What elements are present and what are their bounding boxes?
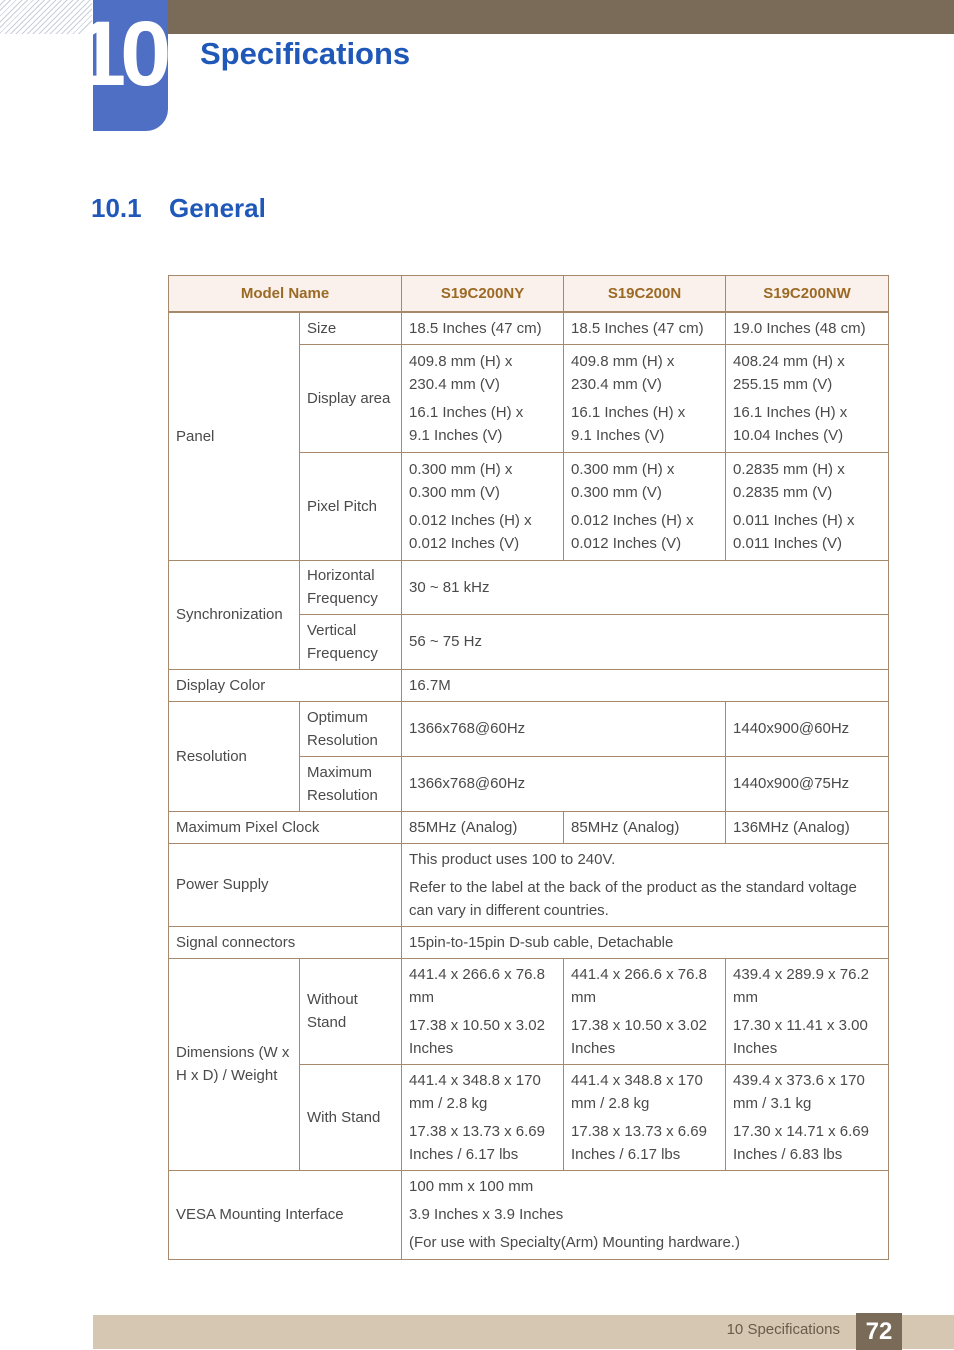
with-stand-n-l2: mm / 2.8 kg bbox=[571, 1094, 650, 1112]
row-label-sync: Synchronization bbox=[169, 560, 300, 669]
vesa-value bbox=[402, 1170, 889, 1259]
vesa-line1: 100 mm x 100 mm bbox=[409, 1178, 534, 1195]
section-name: General bbox=[169, 193, 266, 223]
table-row bbox=[169, 701, 889, 756]
horizontal-frequency-value: 30 ~ 81 kHz bbox=[402, 560, 889, 614]
display-area-nw-l2: 255.15 mm (V) bbox=[733, 375, 833, 393]
display-area-nw-l1: 408.24 mm (H) x bbox=[733, 352, 845, 370]
without-stand-n bbox=[564, 958, 726, 1064]
sublabel-display-area: Display area bbox=[300, 344, 402, 452]
header-model-nw: S19C200NW bbox=[726, 276, 889, 313]
pixel-clock-n: 85MHz (Analog) bbox=[564, 811, 726, 843]
pixel-clock-ny: 85MHz (Analog) bbox=[402, 811, 564, 843]
optimum-resolution-l1: Optimum bbox=[307, 708, 368, 726]
with-stand-ny-l4: Inches / 6.17 lbs bbox=[409, 1145, 519, 1163]
table-row bbox=[169, 312, 889, 344]
with-stand-n bbox=[564, 1064, 726, 1170]
display-area-ny-l3: 16.1 Inches (H) x bbox=[409, 403, 524, 421]
without-stand-n-l3: 17.38 x 10.50 x 3.02 bbox=[571, 1016, 707, 1034]
pixel-pitch-n-l1: 0.300 mm (H) x bbox=[571, 460, 675, 478]
with-stand-ny-l2: mm / 2.8 kg bbox=[409, 1094, 488, 1112]
table-header-row bbox=[169, 276, 889, 313]
header-model-n: S19C200N bbox=[564, 276, 726, 313]
display-area-n-l4: 9.1 Inches (V) bbox=[571, 426, 665, 444]
without-stand-n-l1: 441.4 x 266.6 x 76.8 bbox=[571, 965, 707, 983]
without-stand-nw-l2: mm bbox=[733, 988, 759, 1006]
display-area-ny-l2: 230.4 mm (V) bbox=[409, 375, 500, 393]
vertical-frequency-l1: Vertical bbox=[307, 621, 357, 639]
pixel-pitch-ny-l3: 0.012 Inches (H) x bbox=[409, 511, 532, 529]
sublabel-maximum-resolution bbox=[300, 756, 402, 811]
spec-table bbox=[168, 275, 889, 1260]
power-supply-line3: can vary in different countries. bbox=[409, 901, 609, 919]
pixel-pitch-nw-l3: 0.011 Inches (H) x bbox=[733, 511, 855, 529]
row-label-vesa: VESA Mounting Interface bbox=[169, 1170, 402, 1259]
display-area-nw bbox=[726, 344, 889, 452]
without-stand-ny-l3: 17.38 x 10.50 x 3.02 bbox=[409, 1016, 545, 1034]
without-stand-l1: Without bbox=[307, 991, 358, 1008]
pixel-pitch-nw bbox=[726, 452, 889, 560]
sublabel-pixel-pitch: Pixel Pitch bbox=[300, 452, 402, 560]
section-number: 10.1 bbox=[91, 193, 142, 223]
chapter-number: 10 bbox=[75, 3, 166, 105]
display-area-ny-l4: 9.1 Inches (V) bbox=[409, 426, 503, 444]
without-stand-ny-l1: 441.4 x 266.6 x 76.8 bbox=[409, 965, 545, 983]
row-label-panel: Panel bbox=[169, 312, 300, 560]
vertical-frequency-value: 56 ~ 75 Hz bbox=[402, 614, 889, 669]
dimensions-label-l2: H x D) / Weight bbox=[176, 1067, 278, 1084]
pixel-pitch-ny-l4: 0.012 Inches (V) bbox=[409, 534, 520, 552]
horizontal-frequency-l1: Horizontal bbox=[307, 567, 375, 584]
power-supply-line1: This product uses 100 to 240V. bbox=[409, 850, 616, 868]
power-supply-line2: Refer to the label at the back of the product as the standard voltage bbox=[409, 878, 857, 896]
sublabel-without-stand bbox=[300, 958, 402, 1064]
sublabel-horizontal-frequency bbox=[300, 560, 402, 614]
with-stand-ny bbox=[402, 1064, 564, 1170]
display-color-value: 16.7M bbox=[402, 669, 889, 701]
pixel-pitch-n-l2: 0.300 mm (V) bbox=[571, 483, 662, 501]
size-value-nw: 19.0 Inches (48 cm) bbox=[726, 312, 889, 344]
with-stand-n-l4: Inches / 6.17 lbs bbox=[571, 1145, 681, 1163]
section-title bbox=[91, 193, 266, 224]
table-row bbox=[169, 926, 889, 958]
without-stand-n-l2: mm bbox=[571, 988, 597, 1006]
pixel-pitch-n-l4: 0.012 Inches (V) bbox=[571, 534, 682, 552]
without-stand-nw-l4: Inches bbox=[733, 1039, 778, 1057]
without-stand-l2: Stand bbox=[307, 1014, 347, 1031]
table-row bbox=[169, 843, 889, 926]
without-stand-ny bbox=[402, 958, 564, 1064]
header-bar bbox=[168, 0, 954, 34]
without-stand-n-l4: Inches bbox=[571, 1039, 616, 1057]
header-model-ny: S19C200NY bbox=[402, 276, 564, 313]
row-label-pixel-clock: Maximum Pixel Clock bbox=[169, 811, 402, 843]
pixel-pitch-ny-l1: 0.300 mm (H) x bbox=[409, 460, 513, 478]
sublabel-with-stand: With Stand bbox=[300, 1064, 402, 1170]
row-label-resolution: Resolution bbox=[169, 701, 300, 811]
without-stand-ny-l4: Inches bbox=[409, 1039, 454, 1057]
without-stand-ny-l2: mm bbox=[409, 988, 435, 1006]
chapter-number-box bbox=[75, 0, 168, 131]
chapter-title: Specifications bbox=[200, 36, 411, 71]
with-stand-n-l1: 441.4 x 348.8 x 170 bbox=[571, 1071, 703, 1089]
with-stand-nw-l4: Inches / 6.83 lbs bbox=[733, 1145, 843, 1163]
vesa-line3: (For use with Specialty(Arm) Mounting hardware.) bbox=[409, 1234, 740, 1251]
display-area-n-l1: 409.8 mm (H) x bbox=[571, 352, 675, 370]
row-label-display-color: Display Color bbox=[169, 669, 402, 701]
pixel-clock-nw: 136MHz (Analog) bbox=[726, 811, 889, 843]
with-stand-nw-l1: 439.4 x 373.6 x 170 bbox=[733, 1071, 865, 1089]
display-area-n-l2: 230.4 mm (V) bbox=[571, 375, 662, 393]
maximum-resolution-ny-n: 1366x768@60Hz bbox=[402, 756, 726, 811]
without-stand-nw-l3: 17.30 x 11.41 x 3.00 bbox=[733, 1016, 868, 1034]
optimum-resolution-l2: Resolution bbox=[307, 731, 378, 749]
optimum-resolution-nw: 1440x900@60Hz bbox=[726, 701, 889, 756]
sublabel-vertical-frequency bbox=[300, 614, 402, 669]
sublabel-size: Size bbox=[300, 312, 402, 344]
horizontal-frequency-l2: Frequency bbox=[307, 590, 378, 607]
display-area-n bbox=[564, 344, 726, 452]
row-label-dimensions bbox=[169, 958, 300, 1170]
pixel-pitch-nw-l2: 0.2835 mm (V) bbox=[733, 483, 833, 501]
maximum-resolution-nw: 1440x900@75Hz bbox=[726, 756, 889, 811]
pixel-pitch-nw-l4: 0.011 Inches (V) bbox=[733, 534, 842, 552]
optimum-resolution-ny-n: 1366x768@60Hz bbox=[402, 701, 726, 756]
display-area-n-l3: 16.1 Inches (H) x bbox=[571, 403, 686, 421]
table-row bbox=[169, 669, 889, 701]
vertical-frequency-l2: Frequency bbox=[307, 644, 378, 662]
table-row bbox=[169, 958, 889, 1064]
sublabel-optimum-resolution bbox=[300, 701, 402, 756]
signal-connectors-value: 15pin-to-15pin D-sub cable, Detachable bbox=[402, 926, 889, 958]
with-stand-nw-l3: 17.30 x 14.71 x 6.69 bbox=[733, 1122, 869, 1140]
maximum-resolution-l1: Maximum bbox=[307, 763, 373, 781]
with-stand-ny-l1: 441.4 x 348.8 x 170 bbox=[409, 1071, 541, 1089]
with-stand-nw-l2: mm / 3.1 kg bbox=[733, 1094, 812, 1112]
display-area-nw-l4: 10.04 Inches (V) bbox=[733, 426, 844, 444]
power-supply-value bbox=[402, 843, 889, 926]
pixel-pitch-ny bbox=[402, 452, 564, 560]
page-number: 72 bbox=[856, 1313, 902, 1350]
table-row bbox=[169, 811, 889, 843]
without-stand-nw-l1: 439.4 x 289.9 x 76.2 bbox=[733, 965, 869, 983]
display-area-ny bbox=[402, 344, 564, 452]
size-value-n: 18.5 Inches (47 cm) bbox=[564, 312, 726, 344]
header-model-name: Model Name bbox=[169, 276, 402, 313]
pixel-pitch-n bbox=[564, 452, 726, 560]
maximum-resolution-l2: Resolution bbox=[307, 786, 378, 804]
footer-bar bbox=[93, 1315, 954, 1349]
pixel-pitch-n-l3: 0.012 Inches (H) x bbox=[571, 511, 694, 529]
with-stand-nw bbox=[726, 1064, 889, 1170]
row-label-signal-connectors: Signal connectors bbox=[169, 926, 402, 958]
footer-chapter-label: 10 Specifications bbox=[726, 1321, 840, 1338]
row-label-power-supply: Power Supply bbox=[169, 843, 402, 926]
display-area-nw-l3: 16.1 Inches (H) x bbox=[733, 403, 848, 421]
size-value-ny: 18.5 Inches (47 cm) bbox=[402, 312, 564, 344]
pixel-pitch-ny-l2: 0.300 mm (V) bbox=[409, 483, 500, 501]
vesa-line2: 3.9 Inches x 3.9 Inches bbox=[409, 1206, 564, 1223]
pixel-pitch-nw-l1: 0.2835 mm (H) x bbox=[733, 460, 845, 478]
with-stand-n-l3: 17.38 x 13.73 x 6.69 bbox=[571, 1122, 707, 1140]
table-row bbox=[169, 1170, 889, 1259]
table-row bbox=[169, 560, 889, 614]
display-area-ny-l1: 409.8 mm (H) x bbox=[409, 352, 513, 370]
with-stand-ny-l3: 17.38 x 13.73 x 6.69 bbox=[409, 1122, 545, 1140]
without-stand-nw bbox=[726, 958, 889, 1064]
dimensions-label-l1: Dimensions (W x bbox=[176, 1044, 290, 1061]
